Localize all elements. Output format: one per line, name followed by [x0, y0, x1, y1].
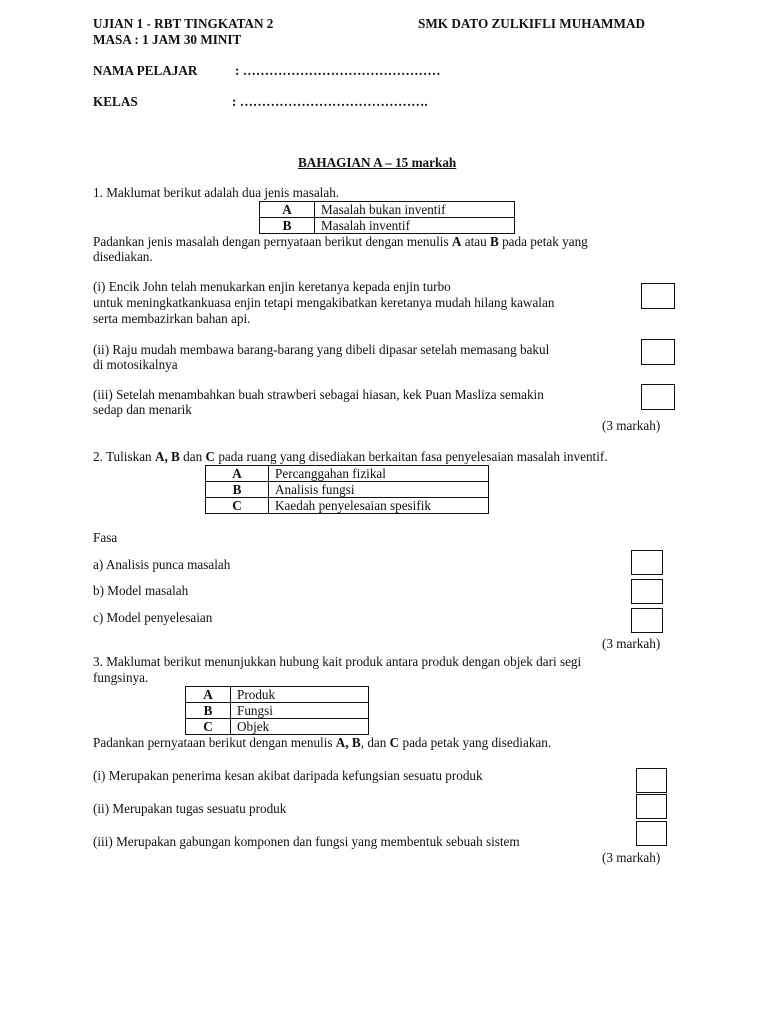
option-key: B: [186, 703, 231, 719]
exam-duration: MASA : 1 JAM 30 MINIT: [93, 32, 242, 47]
q1-item-ii-line2: di motosikalnya: [93, 357, 178, 372]
q3-instr-text: , dan: [360, 735, 390, 750]
option-text: Percanggahan fizikal: [269, 466, 489, 482]
q2-phase-label: Fasa: [93, 530, 118, 545]
option-text: Objek: [231, 719, 369, 735]
table-row: [206, 466, 489, 482]
q3-answer-box-ii[interactable]: [636, 794, 667, 819]
q2-intro-key-c: C: [205, 449, 216, 464]
q2-answer-box-b[interactable]: [631, 579, 663, 604]
q3-instr-key-c: C: [389, 735, 400, 750]
section-title: BAHAGIAN A – 15 markah: [298, 155, 457, 170]
option-text: Kaedah penyelesaian spesifik: [269, 498, 489, 514]
option-text: Masalah bukan inventif: [315, 202, 515, 218]
table-row: [186, 719, 369, 735]
q2-intro-text: 2. Tuliskan: [93, 449, 155, 464]
q2-answer-box-a[interactable]: [631, 550, 663, 575]
q1-answer-box-i[interactable]: [641, 283, 675, 309]
q2-intro: [93, 449, 608, 465]
q3-item-iii: (iii) Merupakan gabungan komponen dan fungsi yang membentuk sebuah sistem: [93, 834, 520, 849]
option-text: Analisis fungsi: [269, 482, 489, 498]
q3-intro-line2: fungsinya.: [93, 670, 149, 685]
option-text: Produk: [231, 687, 369, 703]
class-field[interactable]: : …………………………………….: [232, 94, 428, 109]
q1-instr-key-a: A: [451, 234, 462, 249]
table-row: [206, 498, 489, 514]
q2-item-b: b) Model masalah: [93, 583, 189, 598]
q3-intro-line1: 3. Maklumat berikut menunjukkan hubung kait produk antara produk dengan objek dari segi: [93, 654, 582, 669]
name-label: NAMA PELAJAR: [93, 63, 198, 78]
q3-marks: (3 markah): [602, 850, 661, 865]
table-row: [186, 703, 369, 719]
q2-intro-keys: A, B: [154, 449, 180, 464]
option-text: Masalah inventif: [315, 218, 515, 234]
q2-intro-text: pada ruang yang disediakan berkaitan fasa penyelesaian masalah inventif.: [215, 449, 608, 464]
q1-item-iii-line1: (iii) Setelah menambahkan buah strawberi sebagai hiasan, kek Puan Masliza semakin: [93, 387, 544, 402]
q1-instruction-line2: disediakan.: [93, 249, 153, 264]
q1-instr-key-b: B: [489, 234, 499, 249]
option-key: C: [186, 719, 231, 735]
option-key: A: [206, 466, 269, 482]
table-row: [206, 482, 489, 498]
q2-item-a: a) Analisis punca masalah: [93, 557, 231, 572]
q3-answer-box-iii[interactable]: [636, 821, 667, 846]
q3-options-table: [185, 686, 369, 735]
school-name: SMK DATO ZULKIFLI MUHAMMAD: [418, 16, 645, 31]
q2-options-table: [205, 465, 489, 514]
q1-instr-text: Padankan jenis masalah dengan pernyataan berikut dengan menulis: [93, 234, 452, 249]
class-label: KELAS: [93, 94, 138, 109]
q1-answer-box-ii[interactable]: [641, 339, 675, 365]
q1-instruction: [93, 234, 588, 250]
option-key: B: [260, 218, 315, 234]
q1-item-i-line2: untuk meningkatkankuasa enjin tetapi mengakibatkan keretanya mudah hilang kawalan: [93, 295, 555, 310]
q3-instr-text: pada petak yang disediakan.: [399, 735, 552, 750]
option-key: B: [206, 482, 269, 498]
q3-instr-text: Padankan pernyataan berikut dengan menulis: [93, 735, 336, 750]
q3-instr-keys: A, B: [335, 735, 361, 750]
q1-intro: 1. Maklumat berikut adalah dua jenis masalah.: [93, 185, 340, 200]
q1-options-table: [259, 201, 515, 234]
table-row: [260, 218, 515, 234]
q3-answer-box-i[interactable]: [636, 768, 667, 793]
table-row: [186, 687, 369, 703]
name-field[interactable]: : ………………………………………: [235, 63, 441, 78]
q2-marks: (3 markah): [602, 636, 661, 651]
q1-marks: (3 markah): [602, 418, 661, 433]
q3-instruction: [93, 735, 551, 751]
option-text: Fungsi: [231, 703, 369, 719]
q2-answer-box-c[interactable]: [631, 608, 663, 633]
q1-item-i-line3: serta membazirkan bahan api.: [93, 311, 251, 326]
q3-item-ii: (ii) Merupakan tugas sesuatu produk: [93, 801, 287, 816]
q1-item-iii-line2: sedap dan menarik: [93, 402, 192, 417]
q1-instr-text: atau: [461, 234, 490, 249]
option-key: A: [186, 687, 231, 703]
q1-instr-text: pada petak yang: [498, 234, 588, 249]
q1-item-i-line1: (i) Encik John telah menukarkan enjin keretanya kepada enjin turbo: [93, 279, 451, 294]
table-row: [260, 202, 515, 218]
exam-title: UJIAN 1 - RBT TINGKATAN 2: [93, 16, 274, 31]
option-key: C: [206, 498, 269, 514]
option-key: A: [260, 202, 315, 218]
q1-answer-box-iii[interactable]: [641, 384, 675, 410]
q1-item-ii-line1: (ii) Raju mudah membawa barang-barang yang dibeli dipasar setelah memasang bakul: [93, 342, 550, 357]
q3-item-i: (i) Merupakan penerima kesan akibat daripada kefungsian sesuatu produk: [93, 768, 483, 783]
q2-intro-text: dan: [179, 449, 206, 464]
q2-item-c: c) Model penyelesaian: [93, 610, 213, 625]
